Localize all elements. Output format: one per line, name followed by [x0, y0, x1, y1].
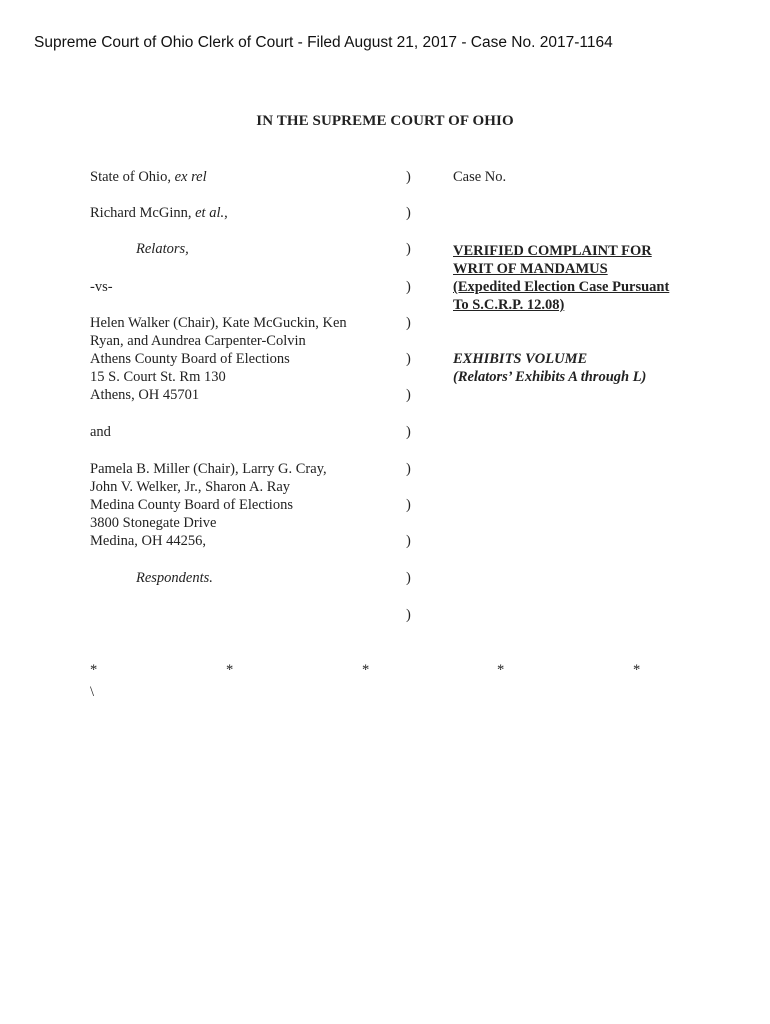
caption-paren: ) [406, 424, 411, 440]
separator-asterisk: * [362, 662, 370, 678]
caption-paren: ) [406, 351, 411, 367]
caption-paren: ) [406, 205, 411, 221]
caption-paren: ) [406, 279, 411, 295]
case-number-label: Case No. [453, 169, 507, 185]
separator-asterisk: * [497, 662, 505, 678]
caption-relator-line [90, 204, 228, 222]
caption-relator-comma: , [224, 205, 228, 221]
filing-stamp: Supreme Court of Ohio Clerk of Court - Filed August 21, 2017 - Case No. 2017-1164 [34, 34, 613, 51]
caption-paren: ) [406, 315, 411, 331]
complaint-title-line: VERIFIED COMPLAINT FOR [453, 243, 652, 259]
caption-paren: ) [406, 241, 411, 257]
caption-paren: ) [406, 570, 411, 586]
respondent-group1-line: Athens County Board of Elections [90, 351, 290, 367]
separator-asterisk: * [226, 662, 234, 678]
complaint-title-line: To S.C.R.P. 12.08) [453, 297, 565, 313]
caption-paren: ) [406, 461, 411, 477]
caption-state-line [90, 168, 207, 186]
exhibits-volume-subtitle: (Relators’ Exhibits A through L) [453, 369, 647, 385]
separator-asterisk: * [90, 662, 98, 678]
caption-paren: ) [406, 387, 411, 403]
caption-ex-rel: ex rel [174, 169, 207, 185]
caption-state-text: State of Ohio, [90, 169, 175, 185]
caption-relator-name: Richard McGinn, [90, 205, 196, 221]
respondent-group1-line: Ryan, and Aundrea Carpenter-Colvin [90, 333, 306, 349]
caption-et-al: et al. [195, 205, 225, 221]
respondents-label: Respondents. [136, 570, 213, 586]
court-title: IN THE SUPREME COURT OF OHIO [256, 113, 514, 129]
respondent-group2-line: Medina, OH 44256, [90, 533, 206, 549]
respondent-group1-line: Athens, OH 45701 [90, 387, 200, 403]
caption-paren: ) [406, 533, 411, 549]
stray-backslash: \ [90, 684, 95, 700]
respondent-group2-line: Pamela B. Miller (Chair), Larry G. Cray, [90, 461, 327, 477]
and-label: and [90, 424, 111, 440]
respondent-group2-line: Medina County Board of Elections [90, 497, 293, 513]
respondent-group1-line: 15 S. Court St. Rm 130 [90, 369, 226, 385]
complaint-title-line: (Expedited Election Case Pursuant [453, 279, 670, 295]
caption-paren: ) [406, 497, 411, 513]
exhibits-volume-title: EXHIBITS VOLUME [453, 351, 588, 367]
respondent-group2-line: John V. Welker, Jr., Sharon A. Ray [90, 479, 291, 495]
respondent-group2-line: 3800 Stonegate Drive [90, 515, 217, 531]
caption-paren: ) [406, 169, 411, 185]
respondent-group1-line: Helen Walker (Chair), Kate McGuckin, Ken [90, 315, 347, 331]
complaint-title-line: WRIT OF MANDAMUS [453, 261, 608, 277]
caption-paren: ) [406, 607, 411, 623]
separator-asterisk: * [633, 662, 641, 678]
relators-label: Relators, [136, 241, 189, 257]
versus-label: -vs- [90, 279, 113, 295]
